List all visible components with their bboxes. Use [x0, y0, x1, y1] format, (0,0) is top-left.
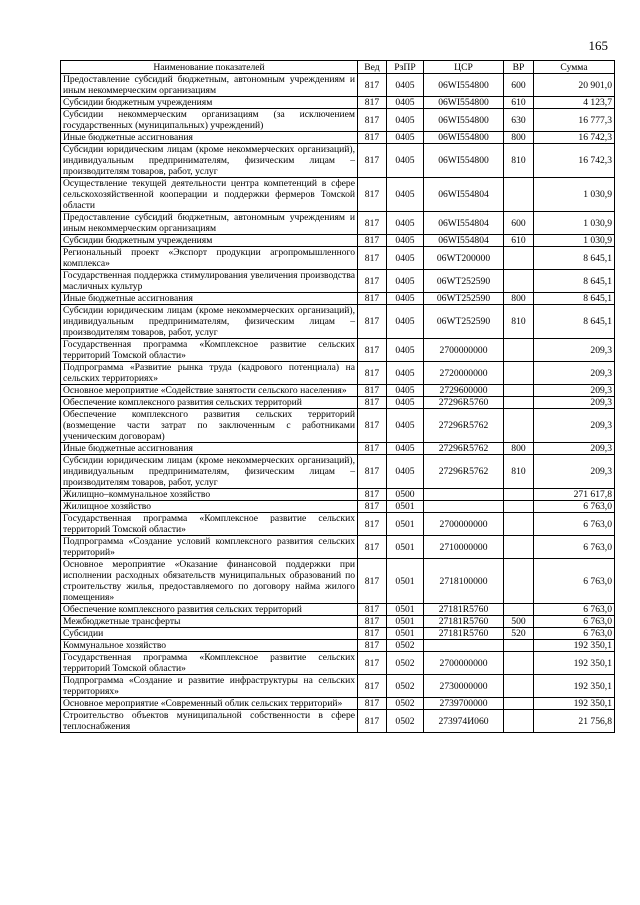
cell-rzpr: 0501 — [387, 536, 424, 559]
cell-vr: 800 — [504, 132, 534, 144]
cell-sum: 6 763,0 — [534, 559, 615, 604]
table-row — [61, 640, 615, 652]
cell-rzpr: 0501 — [387, 604, 424, 616]
cell-csr — [424, 501, 504, 513]
cell-name: Государственная поддержка стимулирования увеличения производства масличных культур — [61, 270, 358, 293]
cell-rzpr: 0405 — [387, 397, 424, 409]
table-row — [61, 501, 615, 513]
cell-rzpr: 0501 — [387, 616, 424, 628]
cell-name: Основное мероприятие «Содействие занятости сельского населения» — [61, 385, 358, 397]
cell-vr: 810 — [504, 144, 534, 178]
cell-vr — [504, 489, 534, 501]
cell-vr — [504, 385, 534, 397]
cell-name: Основное мероприятие «Современный облик сельских территорий» — [61, 698, 358, 710]
header-name: Наименование показателей — [61, 61, 358, 74]
cell-name: Предоставление субсидий бюджетным, автономным учреждениям и иным некоммерческим организациям — [61, 212, 358, 235]
cell-vr — [504, 397, 534, 409]
cell-rzpr: 0501 — [387, 628, 424, 640]
cell-sum: 6 763,0 — [534, 513, 615, 536]
cell-sum: 271 617,8 — [534, 489, 615, 501]
table-row — [61, 604, 615, 616]
cell-csr: 06WI554800 — [424, 97, 504, 109]
table-row — [61, 397, 615, 409]
cell-vr: 500 — [504, 616, 534, 628]
cell-csr: 06WT252590 — [424, 270, 504, 293]
cell-vr — [504, 362, 534, 385]
cell-vr: 810 — [504, 455, 534, 489]
cell-rzpr: 0405 — [387, 385, 424, 397]
cell-ved: 817 — [358, 270, 387, 293]
cell-name: Субсидии бюджетным учреждениям — [61, 97, 358, 109]
cell-vr: 800 — [504, 443, 534, 455]
cell-csr: 2730000000 — [424, 675, 504, 698]
cell-vr — [504, 409, 534, 443]
cell-vr: 600 — [504, 74, 534, 97]
cell-csr: 2710000000 — [424, 536, 504, 559]
cell-sum: 21 756,8 — [534, 710, 615, 733]
cell-ved: 817 — [358, 235, 387, 247]
cell-name: Региональный проект «Экспорт продукции агропромышленного комплекса» — [61, 247, 358, 270]
cell-ved: 817 — [358, 178, 387, 212]
cell-csr: 06WI554800 — [424, 132, 504, 144]
cell-csr: 06WI554800 — [424, 109, 504, 132]
table-row — [61, 710, 615, 733]
cell-name: Осуществление текущей деятельности центра компетенций в сфере сельскохозяйственной кооперации и поддержки фермеров Томской области — [61, 178, 358, 212]
cell-vr: 520 — [504, 628, 534, 640]
cell-csr: 06WI554800 — [424, 144, 504, 178]
cell-csr: 06WI554800 — [424, 74, 504, 97]
table-row — [61, 74, 615, 97]
cell-csr: 2700000000 — [424, 339, 504, 362]
cell-sum: 209,3 — [534, 455, 615, 489]
cell-vr — [504, 247, 534, 270]
table-row — [61, 235, 615, 247]
cell-sum: 6 763,0 — [534, 616, 615, 628]
cell-csr: 2700000000 — [424, 652, 504, 675]
cell-rzpr: 0502 — [387, 640, 424, 652]
cell-rzpr: 0405 — [387, 362, 424, 385]
table-row — [61, 675, 615, 698]
cell-rzpr: 0502 — [387, 652, 424, 675]
cell-rzpr: 0405 — [387, 132, 424, 144]
table-row — [61, 628, 615, 640]
cell-rzpr: 0501 — [387, 501, 424, 513]
cell-sum: 8 645,1 — [534, 247, 615, 270]
cell-ved: 817 — [358, 74, 387, 97]
cell-ved: 817 — [358, 443, 387, 455]
table-row — [61, 385, 615, 397]
cell-sum: 192 350,1 — [534, 698, 615, 710]
cell-sum: 1 030,9 — [534, 235, 615, 247]
cell-ved: 817 — [358, 132, 387, 144]
table-row — [61, 293, 615, 305]
cell-name: Субсидии юридическим лицам (кроме некоммерческих организаций), индивидуальным предпринимателям, физическим лицам – производителям товаров, работ, услуг — [61, 305, 358, 339]
cell-rzpr: 0405 — [387, 74, 424, 97]
table-row — [61, 536, 615, 559]
cell-vr — [504, 178, 534, 212]
cell-sum: 192 350,1 — [534, 652, 615, 675]
cell-name: Иные бюджетные ассигнования — [61, 443, 358, 455]
cell-csr: 27296R5762 — [424, 409, 504, 443]
table-row — [61, 362, 615, 385]
cell-csr: 2739700000 — [424, 698, 504, 710]
cell-csr: 06WT252590 — [424, 305, 504, 339]
table-row — [61, 247, 615, 270]
cell-vr — [504, 501, 534, 513]
cell-sum: 192 350,1 — [534, 640, 615, 652]
cell-rzpr: 0405 — [387, 144, 424, 178]
cell-ved: 817 — [358, 698, 387, 710]
cell-rzpr: 0501 — [387, 513, 424, 536]
cell-rzpr: 0405 — [387, 443, 424, 455]
cell-name: Строительство объектов муниципальной собственности в сфере теплоснабжения — [61, 710, 358, 733]
cell-rzpr: 0405 — [387, 409, 424, 443]
table-row — [61, 513, 615, 536]
cell-vr — [504, 710, 534, 733]
budget-table — [60, 60, 615, 733]
cell-sum: 209,3 — [534, 339, 615, 362]
cell-sum: 209,3 — [534, 443, 615, 455]
cell-rzpr: 0502 — [387, 710, 424, 733]
cell-csr: 06WI554804 — [424, 212, 504, 235]
table-row — [61, 455, 615, 489]
cell-name: Иные бюджетные ассигнования — [61, 293, 358, 305]
cell-sum: 8 645,1 — [534, 305, 615, 339]
page-number: 165 — [588, 38, 608, 53]
cell-ved: 817 — [358, 109, 387, 132]
table-row — [61, 97, 615, 109]
cell-name: Основное мероприятие «Оказание финансовой поддержки при исполнении расходных обязательств муниципальных образований по строительству жилья, предоставляемого по договору найма жилого помещения» — [61, 559, 358, 604]
cell-vr — [504, 698, 534, 710]
cell-rzpr: 0405 — [387, 455, 424, 489]
cell-name: Обеспечение комплексного развития сельских территорий — [61, 604, 358, 616]
cell-rzpr: 0405 — [387, 178, 424, 212]
cell-vr — [504, 675, 534, 698]
table-row — [61, 652, 615, 675]
table-row — [61, 305, 615, 339]
cell-ved: 817 — [358, 362, 387, 385]
cell-csr: 2718100000 — [424, 559, 504, 604]
cell-ved: 817 — [358, 501, 387, 513]
cell-csr: 2700000000 — [424, 513, 504, 536]
cell-vr: 810 — [504, 305, 534, 339]
cell-csr: 27296R5762 — [424, 455, 504, 489]
cell-ved: 817 — [358, 212, 387, 235]
cell-ved: 817 — [358, 247, 387, 270]
table-row — [61, 109, 615, 132]
table-row — [61, 178, 615, 212]
cell-name: Субсидии юридическим лицам (кроме некоммерческих организаций), индивидуальным предпринимателям, физическим лицам – производителям товаров, работ, услуг — [61, 144, 358, 178]
header-rzpr: РзПР — [387, 61, 424, 74]
cell-vr — [504, 640, 534, 652]
table-row — [61, 698, 615, 710]
cell-ved: 817 — [358, 409, 387, 443]
cell-vr: 800 — [504, 293, 534, 305]
cell-csr: 27296R5760 — [424, 397, 504, 409]
cell-name: Предоставление субсидий бюджетным, автономным учреждениям и иным некоммерческим организациям — [61, 74, 358, 97]
cell-ved: 817 — [358, 339, 387, 362]
header-ved: Вед — [358, 61, 387, 74]
cell-sum: 6 763,0 — [534, 604, 615, 616]
cell-sum: 20 901,0 — [534, 74, 615, 97]
cell-csr: 2720000000 — [424, 362, 504, 385]
cell-name: Обеспечение комплексного развития сельских территорий (возмещение части затрат по заключенным с работниками ученическим договорам) — [61, 409, 358, 443]
header-row — [61, 61, 615, 74]
cell-ved: 817 — [358, 489, 387, 501]
cell-rzpr: 0405 — [387, 235, 424, 247]
cell-name: Государственная программа «Комплексное развитие сельских территорий Томской области» — [61, 339, 358, 362]
cell-sum: 16 742,3 — [534, 144, 615, 178]
header-csr: ЦСР — [424, 61, 504, 74]
cell-rzpr: 0405 — [387, 270, 424, 293]
cell-vr: 610 — [504, 235, 534, 247]
cell-vr: 600 — [504, 212, 534, 235]
cell-sum: 4 123,7 — [534, 97, 615, 109]
cell-name: Подпрограмма «Создание и развитие инфраструктуры на сельских территориях» — [61, 675, 358, 698]
cell-sum: 192 350,1 — [534, 675, 615, 698]
cell-csr: 06WT252590 — [424, 293, 504, 305]
cell-csr — [424, 489, 504, 501]
cell-rzpr: 0405 — [387, 339, 424, 362]
cell-rzpr: 0405 — [387, 293, 424, 305]
cell-name: Межбюджетные трансферты — [61, 616, 358, 628]
cell-sum: 209,3 — [534, 385, 615, 397]
cell-ved: 817 — [358, 628, 387, 640]
table-row — [61, 559, 615, 604]
cell-ved: 817 — [358, 144, 387, 178]
table-row — [61, 144, 615, 178]
cell-rzpr: 0500 — [387, 489, 424, 501]
table-row — [61, 339, 615, 362]
table-row — [61, 409, 615, 443]
cell-rzpr: 0405 — [387, 212, 424, 235]
cell-name: Субсидии юридическим лицам (кроме некоммерческих организаций), индивидуальным предпринимателям, физическим лицам – производителям товаров, работ, услуг — [61, 455, 358, 489]
cell-name: Субсидии — [61, 628, 358, 640]
cell-vr — [504, 270, 534, 293]
cell-ved: 817 — [358, 305, 387, 339]
cell-csr: 273974И060 — [424, 710, 504, 733]
cell-csr: 27181R5760 — [424, 628, 504, 640]
cell-name: Подпрограмма «Создание условий комплексного развития сельских территорий» — [61, 536, 358, 559]
cell-sum: 1 030,9 — [534, 178, 615, 212]
cell-vr — [504, 652, 534, 675]
cell-ved: 817 — [358, 640, 387, 652]
cell-name: Обеспечение комплексного развития сельских территорий — [61, 397, 358, 409]
cell-name: Коммунальное хозяйство — [61, 640, 358, 652]
cell-rzpr: 0405 — [387, 97, 424, 109]
table-header — [61, 61, 615, 74]
cell-ved: 817 — [358, 616, 387, 628]
cell-ved: 817 — [358, 455, 387, 489]
cell-rzpr: 0405 — [387, 247, 424, 270]
cell-sum: 8 645,1 — [534, 293, 615, 305]
cell-csr: 27296R5762 — [424, 443, 504, 455]
cell-name: Субсидии некоммерческим организациям (за исключением государственных (муниципальных) учреждений) — [61, 109, 358, 132]
cell-sum: 1 030,9 — [534, 212, 615, 235]
cell-ved: 817 — [358, 559, 387, 604]
cell-vr: 630 — [504, 109, 534, 132]
cell-vr — [504, 536, 534, 559]
table-row — [61, 270, 615, 293]
cell-rzpr: 0502 — [387, 698, 424, 710]
cell-vr — [504, 513, 534, 536]
cell-sum: 6 763,0 — [534, 501, 615, 513]
cell-ved: 817 — [358, 536, 387, 559]
cell-vr — [504, 604, 534, 616]
cell-sum: 16 777,3 — [534, 109, 615, 132]
cell-ved: 817 — [358, 710, 387, 733]
cell-csr: 27181R5760 — [424, 616, 504, 628]
cell-ved: 817 — [358, 385, 387, 397]
cell-ved: 817 — [358, 293, 387, 305]
cell-name: Государственная программа «Комплексное развитие сельских территорий Томской области» — [61, 513, 358, 536]
cell-name: Государственная программа «Комплексное развитие сельских территорий Томской области» — [61, 652, 358, 675]
cell-name: Субсидии бюджетным учреждениям — [61, 235, 358, 247]
cell-ved: 817 — [358, 397, 387, 409]
cell-name: Подпрограмма «Развитие рынка труда (кадрового потенциала) на сельских территориях» — [61, 362, 358, 385]
cell-ved: 817 — [358, 675, 387, 698]
cell-sum: 16 742,3 — [534, 132, 615, 144]
cell-csr: 06WI554804 — [424, 235, 504, 247]
cell-ved: 817 — [358, 513, 387, 536]
cell-vr — [504, 339, 534, 362]
cell-csr — [424, 640, 504, 652]
cell-sum: 209,3 — [534, 362, 615, 385]
cell-csr: 27181R5760 — [424, 604, 504, 616]
cell-sum: 209,3 — [534, 397, 615, 409]
cell-csr: 06WI554804 — [424, 178, 504, 212]
cell-csr: 2729600000 — [424, 385, 504, 397]
cell-name: Иные бюджетные ассигнования — [61, 132, 358, 144]
table-row — [61, 489, 615, 501]
cell-vr: 610 — [504, 97, 534, 109]
table-row — [61, 132, 615, 144]
cell-ved: 817 — [358, 604, 387, 616]
table-row — [61, 212, 615, 235]
cell-sum: 6 763,0 — [534, 628, 615, 640]
cell-rzpr: 0405 — [387, 109, 424, 132]
cell-sum: 8 645,1 — [534, 270, 615, 293]
cell-name: Жилищно–коммунальное хозяйство — [61, 489, 358, 501]
table-body — [61, 74, 615, 733]
cell-rzpr: 0405 — [387, 305, 424, 339]
cell-sum: 6 763,0 — [534, 536, 615, 559]
cell-ved: 817 — [358, 97, 387, 109]
cell-rzpr: 0502 — [387, 675, 424, 698]
table-row — [61, 616, 615, 628]
table-row — [61, 443, 615, 455]
header-vr: ВР — [504, 61, 534, 74]
header-sum: Сумма — [534, 61, 615, 74]
cell-sum: 209,3 — [534, 409, 615, 443]
cell-csr: 06WT200000 — [424, 247, 504, 270]
cell-ved: 817 — [358, 652, 387, 675]
cell-name: Жилищное хозяйство — [61, 501, 358, 513]
cell-rzpr: 0501 — [387, 559, 424, 604]
cell-vr — [504, 559, 534, 604]
